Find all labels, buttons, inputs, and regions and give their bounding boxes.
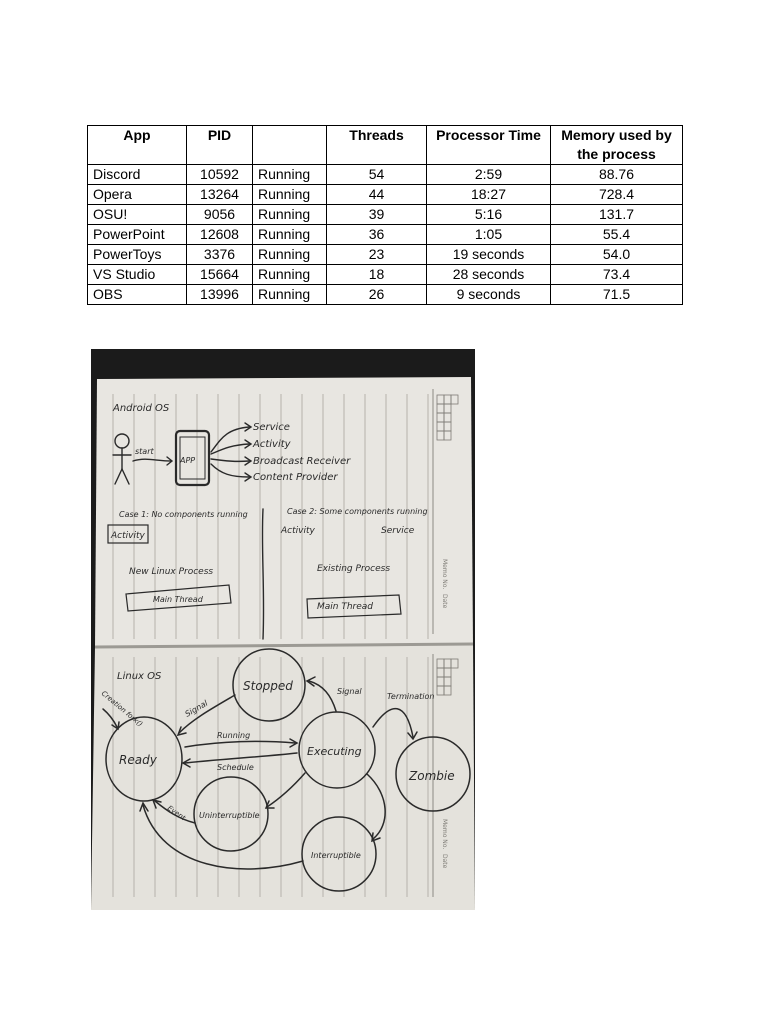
cell-app: OSU! xyxy=(88,205,187,225)
margin-label-memo-top: Memo No. xyxy=(441,559,448,590)
cell-app: Opera xyxy=(88,185,187,205)
cell-memory: 71.5 xyxy=(551,285,683,305)
cell-threads: 54 xyxy=(327,165,427,185)
cell-pid: 9056 xyxy=(187,205,253,225)
case2-process: Existing Process xyxy=(317,564,391,574)
component-service: Service xyxy=(253,422,290,433)
component-provider: Content Provider xyxy=(253,472,338,483)
cell-status: Running xyxy=(253,285,327,305)
header-threads: Threads xyxy=(327,126,427,165)
edge-signal-2: Signal xyxy=(337,687,362,696)
cell-status: Running xyxy=(253,225,327,245)
cell-app: PowerPoint xyxy=(88,225,187,245)
cell-processor-time: 1:05 xyxy=(427,225,551,245)
header-memory: Memory used by the process xyxy=(551,126,683,165)
table-row xyxy=(88,165,683,185)
state-zombie: Zombie xyxy=(409,769,455,783)
cell-status: Running xyxy=(253,245,327,265)
start-label: start xyxy=(135,447,154,456)
cell-threads: 23 xyxy=(327,245,427,265)
cell-memory: 728.4 xyxy=(551,185,683,205)
cell-threads: 26 xyxy=(327,285,427,305)
notebook-photo xyxy=(91,349,475,910)
cell-pid: 15664 xyxy=(187,265,253,285)
app-label: APP xyxy=(180,456,196,465)
cell-threads: 36 xyxy=(327,225,427,245)
component-activity: Activity xyxy=(253,439,291,450)
cell-status: Running xyxy=(253,205,327,225)
state-ready: Ready xyxy=(119,753,157,767)
table-row xyxy=(88,205,683,225)
edge-running: Running xyxy=(217,731,251,740)
cell-memory: 131.7 xyxy=(551,205,683,225)
cell-threads: 39 xyxy=(327,205,427,225)
cell-memory: 88.76 xyxy=(551,165,683,185)
cell-app: VS Studio xyxy=(88,265,187,285)
margin-label-date-top: Date xyxy=(441,594,448,609)
table-row xyxy=(88,285,683,305)
table-header-row xyxy=(88,126,683,165)
state-executing: Executing xyxy=(307,745,362,758)
header-app: App xyxy=(88,126,187,165)
cell-app: PowerToys xyxy=(88,245,187,265)
cell-memory: 55.4 xyxy=(551,225,683,245)
header-processor-time: Processor Time xyxy=(427,126,551,165)
table-row xyxy=(88,245,683,265)
case1-title: Case 1: No components running xyxy=(119,510,248,519)
cell-processor-time: 18:27 xyxy=(427,185,551,205)
edge-event: Event xyxy=(165,804,187,823)
cell-processor-time: 28 seconds xyxy=(427,265,551,285)
margin-label-date-bottom: Date xyxy=(441,854,448,869)
cell-pid: 13264 xyxy=(187,185,253,205)
process-table xyxy=(87,125,683,305)
header-pid: PID xyxy=(187,126,253,165)
table-row xyxy=(88,185,683,205)
cell-status: Running xyxy=(253,165,327,185)
cell-processor-time: 9 seconds xyxy=(427,285,551,305)
cell-pid: 13996 xyxy=(187,285,253,305)
cell-threads: 44 xyxy=(327,185,427,205)
table-row xyxy=(88,225,683,245)
creation-label: Creation fork() xyxy=(99,689,145,729)
cell-app: OBS xyxy=(88,285,187,305)
case2-service: Service xyxy=(381,526,415,536)
case1-thread: Main Thread xyxy=(153,595,203,604)
cell-app: Discord xyxy=(88,165,187,185)
cell-processor-time: 19 seconds xyxy=(427,245,551,265)
cell-memory: 54.0 xyxy=(551,245,683,265)
cell-pid: 12608 xyxy=(187,225,253,245)
android-title: Android OS xyxy=(113,403,170,414)
cell-status: Running xyxy=(253,185,327,205)
cell-processor-time: 5:16 xyxy=(427,205,551,225)
case2-thread: Main Thread xyxy=(317,602,374,612)
cell-status: Running xyxy=(253,265,327,285)
notebook-sketch xyxy=(91,349,475,910)
case2-activity: Activity xyxy=(281,526,315,536)
state-interruptible: Interruptible xyxy=(311,851,361,860)
cell-processor-time: 2:59 xyxy=(427,165,551,185)
state-uninterruptible: Uninterruptible xyxy=(199,811,260,820)
cell-pid: 3376 xyxy=(187,245,253,265)
cell-pid: 10592 xyxy=(187,165,253,185)
case1-process: New Linux Process xyxy=(129,567,214,577)
cell-memory: 73.4 xyxy=(551,265,683,285)
state-stopped: Stopped xyxy=(243,679,293,693)
table-row xyxy=(88,265,683,285)
case1-activity-box: Activity xyxy=(111,531,145,541)
edge-schedule: Schedule xyxy=(217,763,254,772)
edge-termination: Termination xyxy=(387,692,435,701)
component-broadcast: Broadcast Receiver xyxy=(253,456,351,467)
cell-threads: 18 xyxy=(327,265,427,285)
edge-signal-1: Signal xyxy=(183,698,210,719)
case2-title: Case 2: Some components running xyxy=(287,507,428,516)
header-status xyxy=(253,126,327,165)
linux-title: Linux OS xyxy=(117,671,162,682)
margin-label-memo-bottom: Memo No. xyxy=(441,819,448,850)
